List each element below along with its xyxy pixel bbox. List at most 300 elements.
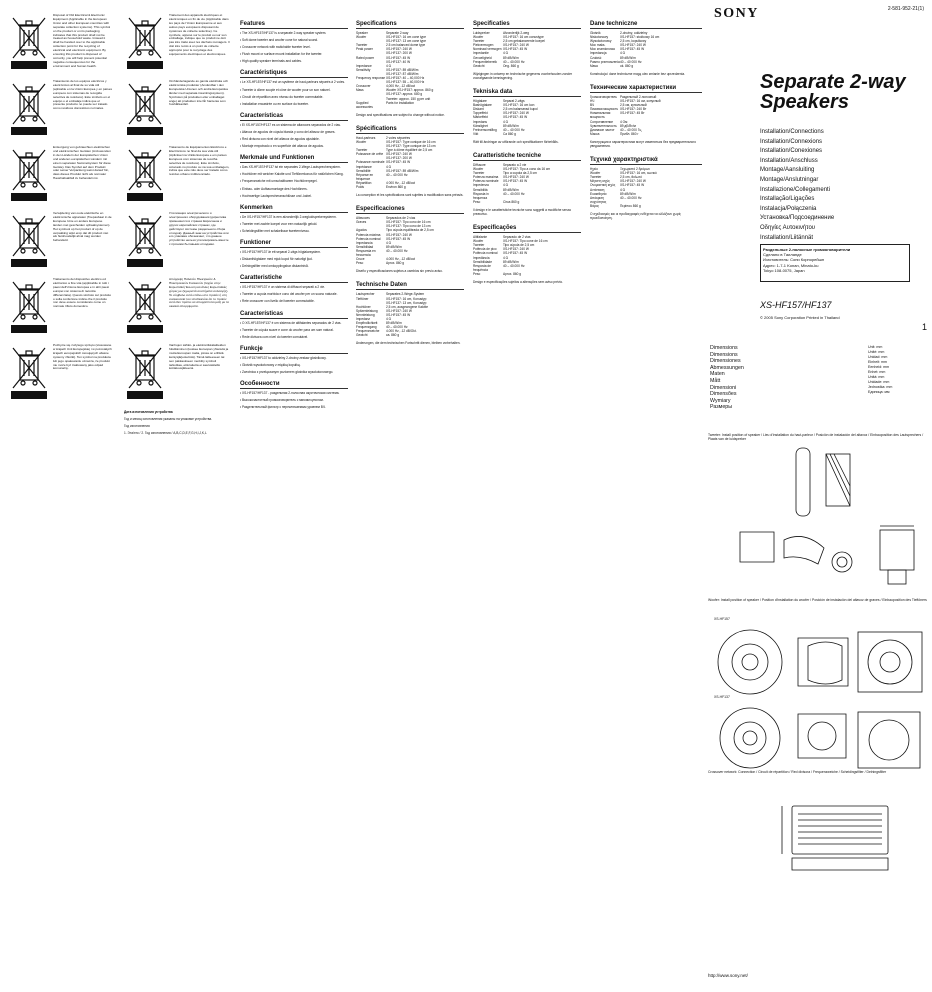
crossed-bin-icon: [124, 14, 166, 70]
spec-value: ok. 860 g: [620, 63, 634, 68]
features-heading: Особенности: [240, 380, 348, 389]
feature-item: • Tweeter à dôme souple et cône de woofer pour un son naturel.: [240, 88, 348, 92]
spec-value: XS-HF157: 240 W: [503, 43, 529, 48]
spec-key: Mass: [356, 88, 364, 93]
spec-key: Frequentiebereik: [473, 59, 497, 64]
crossed-bin-icon: [124, 278, 166, 334]
spec-value: 89 dB/W/m: [503, 187, 519, 192]
spec-value: Woofer XS-HF157: approx. 860 g: [386, 88, 434, 93]
spec-key: Puissance nominale: [356, 160, 385, 165]
weee-text: Entsorgung von gebrauchten elektrischen und elektronischen Geräten (Anzuwenden in den Ländern der Europäischen Union und anderen europäischen Ländern mit einem separaten Sammelsystem für diese Geräte). Das Symbol auf dem Produkt oder seiner Verpackung weist darauf hin, dass dieses Produkt nicht als normaler Haushaltsabfall zu behandeln ist.: [53, 145, 111, 181]
brand-logo: SONY: [714, 6, 759, 21]
spec-value: 89 дБ/Вт/м: [620, 123, 636, 128]
language-item: Installation/Liitännät: [760, 234, 814, 241]
dimension-unit-label: Unit: mm: [868, 345, 883, 349]
spec-value: 2,5 cm gebalanceerde koepel: [503, 39, 545, 44]
weee-notice: [124, 344, 230, 400]
spec-key: Peso: [356, 261, 364, 266]
language-item: Instalacja/Połączenia: [760, 205, 817, 212]
spec-value: Tipo a cupola da 2,5 cm: [503, 171, 537, 176]
features-heading: Características: [240, 310, 348, 319]
spec-key: Impedance: [356, 63, 372, 68]
features-section: [240, 204, 348, 233]
ru-note-codes: 1. Эта/это / 2. Год изготовления / А,В,C,D,E,F,G,H,I,J,K,L: [124, 431, 207, 436]
spec-value: XS-HF157: 45 Вт: [620, 111, 645, 116]
language-item: Οδηγίες Αυτοκινήτου: [760, 224, 816, 231]
spec-key: Cruce: [356, 257, 365, 262]
spec-key: Högtalare: [473, 99, 487, 104]
weee-notice: [124, 14, 230, 70]
feature-item: • Das XS-HF157/HF137 ist ein separates 2-Wege-Lautsprechersystem.: [240, 165, 348, 169]
spec-key: Nennleistung: [356, 312, 375, 317]
feature-item: • Diskanthögtalare med mjuk kupol för naturligt ljud.: [240, 257, 348, 261]
feature-item: • Crossover network with switchable tweeter level.: [240, 45, 348, 49]
spec-key: Supplied accessories: [356, 100, 373, 109]
specs-column-3: [590, 14, 702, 228]
spec-key: Tweeter: [473, 243, 485, 248]
spec-value: XS-HF157: 16 cm cone type: [386, 35, 427, 40]
spec-note: Rätt till ändringar av utförande och specifikationer förbehålls.: [473, 139, 559, 144]
crossed-bin-icon: [124, 80, 166, 136]
spec-key: Potencia máxima: [356, 232, 381, 237]
spec-note: Diseño y especificaciones sujetos a cambios sin previo aviso.: [356, 269, 443, 274]
spec-key: Känslighet: [473, 123, 488, 128]
language-item: Installation/Conexiones: [760, 148, 823, 155]
spec-key: Potencia nominal: [356, 236, 381, 241]
weee-notice: [124, 146, 230, 202]
spec-key: Märkeffekt: [473, 115, 488, 120]
specs-heading: Tekniska data: [473, 88, 581, 97]
language-item: Installação/Ligações: [760, 196, 815, 203]
crossed-bin-icon: [8, 344, 50, 400]
feature-item: • Rete crossover con livello del tweeter commutabile.: [240, 299, 348, 303]
spec-key: Resposta de frequência: [473, 263, 491, 272]
spec-value: 89 dB/W/m: [503, 55, 519, 60]
feature-item: • XS-HF157/HF137 to oddzielny 2-drożny zestaw głośnikowy.: [240, 356, 348, 360]
dimension-label: Dimensions: [710, 345, 738, 351]
spec-row: [356, 101, 464, 109]
spec-key: Impédance: [356, 164, 372, 169]
tweeter-surface-mount-diagram: [786, 442, 856, 522]
feature-item: • Rede divisora com nível do tweeter comutável.: [240, 335, 348, 339]
weee-notice: [124, 80, 230, 136]
feature-item: • De XS-HF157/HF137 is een afzonderlijk 2-wegluidsprekersysteem.: [240, 215, 348, 219]
spec-value: XS-HF157: 45 W: [386, 312, 411, 317]
spec-key: Tweeter: [356, 148, 368, 153]
dimension-unit-label: Единица: мм: [868, 390, 890, 394]
spec-key: Impedancia: [356, 240, 373, 245]
spec-value: 2,5 cm, ausgewogene Kalotte: [386, 304, 428, 309]
spec-key: Μέγιστη ισχύς: [590, 179, 610, 184]
spec-value: ca. 860 g: [386, 333, 400, 338]
spec-value: 4 Ω: [386, 316, 392, 321]
spec-value: Прибл. 860 г: [620, 131, 639, 136]
spec-key: Gewicht: [356, 333, 368, 338]
weee-notice: [124, 278, 230, 334]
spec-row: [356, 261, 464, 265]
features-column: [240, 14, 348, 412]
specs-heading: Технические характеристики: [590, 84, 702, 93]
document-title: [760, 72, 906, 112]
specs-heading: Technische Daten: [356, 281, 464, 290]
spec-value: Tipo cúpula de 2,5 cm: [503, 243, 535, 248]
spec-key: Woofer: [590, 171, 601, 176]
feature-item: • Flush mount or surface mount installation for the tweeter.: [240, 52, 348, 56]
spec-note: Design and specifications are subject to change without notice.: [356, 112, 445, 117]
weee-text: Disposal of Old Electrical & Electronic Equipment (Applicable in the European Union and other European countries with separate collection systems). This symbol on the product or on its packaging indicates that this product shall not be treated as household waste. Instead it shall be handed over to the applicable collection point for the recycling of electrical and electronic equipment. By ensuring this product is disposed of correctly, you will help prevent potential negative consequences for the environment and human health.: [53, 13, 111, 68]
language-item: Установка/Подсоединение: [760, 215, 835, 222]
specs-section: [590, 84, 702, 148]
feature-item: • Circuit de répartition avec niveau du tweeter commutable.: [240, 95, 348, 99]
spec-value: 2,5 см, купольный: [620, 103, 647, 108]
spec-key: Luidspreker: [473, 31, 490, 35]
feature-item: • Scheidingsfilter met schakelbaar tweeterniveau.: [240, 229, 348, 233]
feature-item: • Разделительный фильтр с переключаемым уровнем ВЧ.: [240, 405, 348, 409]
weee-text: Verwijdering van oude elektrische en elektronische apparaten (Toepasbaar in de Europese Unie en andere Europese landen met gescheiden ophaalsystemen). Het symbool op het product of op de verpakking wijst erop dat dit product niet als huishoudelijk afval mag worden behandeld.: [53, 211, 112, 243]
spec-value: Aprox. 860 g: [386, 261, 405, 266]
weee-notice: [8, 14, 112, 70]
weee-notice: [8, 80, 112, 136]
language-item: Installation/Connections: [760, 129, 824, 135]
features-section: [240, 20, 348, 63]
weee-column-2: [124, 14, 230, 438]
spec-key: Tweeter: [356, 43, 368, 48]
spec-value: Separado de 2 vias: [503, 235, 531, 240]
dimension-label: Abmessungen: [710, 364, 744, 371]
spec-value: XS-HF157: 45 W: [620, 47, 645, 52]
spec-value: 2,5 cm, θολωτό: [620, 175, 642, 180]
feature-item: • XS-HF157/HF137 - раздельная 2-полосная акустическая система.: [240, 391, 348, 395]
spec-value: 4 Ом: [620, 119, 628, 124]
features-section: [240, 239, 348, 268]
weee-column-1: [8, 14, 112, 410]
cover-panel: [708, 0, 932, 992]
spec-key: Impedanz: [356, 316, 370, 321]
specs-heading: Specifications: [356, 20, 464, 29]
spec-value: XS-HF157: 16 cm conustype: [503, 35, 544, 40]
language-item: Montage/Aansluiting: [760, 167, 815, 174]
spec-row: [356, 173, 464, 181]
network-caption: Crossover network: Connection / Circuit de répartition / Red divisora / Frequenzweiche / Scheidingsfilter / Delningsfilter: [708, 770, 887, 774]
spec-value: 2 voies séparées: [386, 135, 411, 140]
spec-value: XS-HF157: 16 cm, κωνικό: [620, 171, 657, 176]
spec-row: [590, 204, 702, 208]
features-heading: Funktioner: [240, 239, 348, 248]
spec-key: Piekvermogen: [473, 43, 494, 48]
spec-value: XS-HF137: 40 W: [386, 59, 411, 64]
spec-key: Empfindlichkeit: [356, 321, 378, 326]
spec-value: 40 – 40 000 Hz: [620, 59, 642, 64]
spec-key: Gevoeligheid: [473, 55, 492, 60]
copyright: © 2005 Sony Corporation Printed in Thailand: [760, 315, 840, 320]
language-item: Installation/Connexions: [760, 138, 823, 145]
spec-note: Wijzigingen in ontwerp en technische gegevens voorbehouden zonder voorafgaande kennisgeving.: [473, 71, 573, 80]
language-item: Montage/Anslutningar: [760, 176, 819, 183]
spec-key: Lautsprecher: [356, 292, 375, 297]
dimension-unit-label: Unité: mm: [868, 350, 885, 354]
sony-url: http://www.sony.net/: [708, 973, 748, 978]
spec-key: Диапазон частот: [590, 127, 615, 132]
spec-value: XS-HF157: 240 W: [503, 175, 529, 180]
spec-key: Woofer: [473, 35, 484, 40]
crossed-bin-icon: [8, 278, 50, 334]
model-number: XS-HF157/HF137: [760, 300, 832, 310]
spec-value: 40 – 40.000 Hz: [503, 59, 525, 64]
spec-key: Wysokotonowy: [590, 39, 612, 44]
weee-notice: [8, 146, 112, 202]
label-hf137: XS-HF137: [714, 695, 730, 699]
spec-key: Peso: [473, 199, 481, 204]
spec-key: Gewicht: [473, 63, 485, 68]
crossed-bin-icon: [8, 80, 50, 136]
spec-value: XS-HF157: 240 W: [386, 47, 412, 52]
spec-value: 4 Ω: [386, 164, 392, 169]
spec-key: Potenza massima: [473, 175, 499, 180]
spec-value: XS-HF157: 240 W: [386, 152, 412, 157]
dimension-label: Размеры: [710, 404, 733, 411]
spec-key: Tieftöner: [356, 296, 369, 301]
spec-value: 40 – 40 000 Гц: [620, 127, 642, 132]
spec-value: XS-HF137: 13 cm cone type: [386, 39, 427, 44]
spec-key: Nominaal vermogen: [473, 47, 502, 52]
spec-key: Frekvensomfång: [473, 127, 497, 132]
spec-key: Hochtöner: [356, 304, 371, 309]
language-item: Installation/Anschluss: [760, 157, 818, 164]
tweeter-caption: Tweeter: Install position of speaker / Lieu d'installation du haut-parleur / Posición de instalación del altavoz / Einbauposition des Lautsprechers / Plaats van de luidspreker: [708, 433, 924, 442]
weee-text: Trattamento del dispositivo elettrico od elettronico a fine vita (applicabile in tutti i paesi dell'Unione Europea e in altri paesi europei con sistema di raccolta differenziata). Questo simbolo sul prodotto o sulla confezione indica che il prodotto non deve essere considerato come un normale rifiuto domestico.: [53, 277, 112, 309]
specs-section: [473, 20, 581, 80]
spec-value: 4 Ω: [620, 187, 626, 192]
spec-value: 4 Ω: [503, 255, 509, 260]
spec-value: XS-HF137: 13 cm, Konustyp: [386, 300, 427, 305]
spec-value: XS-HF157: 240 W: [386, 232, 412, 237]
russian-import-box: [760, 244, 910, 282]
spec-value: XS-HF137: approx. 680 g: [386, 92, 423, 97]
spec-value: Circa 860 g: [503, 199, 520, 204]
dimensions-labels: [710, 345, 744, 411]
spec-row: [473, 192, 581, 200]
spec-key: Diskant: [473, 107, 484, 112]
spec-value: Separate 2-way: [386, 31, 409, 35]
spec-key: Pasmo przenoszenia: [590, 59, 620, 64]
specs-heading: Dane techniczne: [590, 20, 702, 29]
spec-value: 4 Ω: [503, 183, 509, 188]
spec-key: Απόκριση συχνότητας: [590, 195, 607, 204]
spec-value: XS-HF157: 45 W: [386, 55, 411, 60]
spec-row: [473, 64, 581, 68]
spec-row: [590, 196, 702, 204]
weee-notice: [8, 212, 112, 268]
document-number: 2-581-952-21(1): [887, 6, 924, 12]
ru-note-code-label: Год изготовления: [124, 424, 150, 429]
dimension-label: Dimensions: [710, 351, 738, 358]
spec-key: Woofer: [356, 35, 367, 40]
spec-value: 89 dB/W/m: [620, 191, 636, 196]
spec-value: Tweeter: approx. 150 g per unit: [386, 96, 431, 101]
spec-key: Czułość: [590, 55, 602, 60]
weee-notice: [8, 278, 112, 334]
spec-value: 40 – 40.000 Hz: [386, 325, 408, 330]
spec-key: Répartition: [356, 180, 372, 185]
spec-key: Speaker: [356, 31, 368, 35]
spec-key: Crossover: [356, 84, 371, 89]
spec-key: Woofer: [473, 239, 484, 244]
crossover-network-diagram: [778, 800, 898, 876]
specs-section: [473, 152, 581, 216]
crossed-bin-icon: [124, 212, 166, 268]
spec-value: 4 Ω: [386, 240, 392, 245]
spec-key: Sensibilità: [473, 187, 488, 192]
feature-item: • Высокочастотный громкоговоритель с мягким куполом.: [240, 398, 348, 402]
weee-text: Tratamiento de los equipos eléctricos y electrónicos al final de su vida útil (aplicable en la Unión Europea y en países europeos con sistemas de recogida selectiva de residuos). Este símbolo en el equipo o el embalaje indica que el presente producto no puede ser tratado como residuos domésticos normales.: [53, 79, 112, 111]
dimension-label: Dimensões: [710, 391, 737, 398]
feature-item: • Tweeter a cupola morbida e cono del woofer per un suono naturale.: [240, 292, 348, 296]
spec-key: Impedantie: [473, 51, 489, 56]
spec-value: XS-HF157: 16 cm, Konustyp: [386, 296, 427, 301]
spec-key: Poids: [356, 185, 364, 189]
features-section: [240, 69, 348, 105]
language-item: Installazione/Collegamenti: [760, 186, 831, 193]
spec-key: Diffusore: [473, 162, 486, 167]
dimension-unit-label: Unidad: mm: [868, 355, 888, 359]
spec-key: Αντίσταση: [590, 187, 605, 192]
weee-text: Omhändertagande av gamla elektriska och elektroniska produkter (Användbar i den Europeiska Unionen och andra Europeiska länder med separata insamlingssystem). Symbolen på produkten eller emballaget anger att produkten inte får hanteras som hushållsavfall.: [169, 79, 228, 107]
crossed-bin-icon: [8, 212, 50, 268]
specs-section: [356, 20, 464, 117]
spec-value: 4 Ω: [503, 51, 509, 56]
spec-note: Änderungen, die dem technischen Fortschritt dienen, bleiben vorbehalten.: [356, 341, 461, 346]
spec-key: Moc maks.: [590, 43, 606, 48]
crossed-bin-icon: [8, 14, 50, 70]
ru-box-line: Tokyo 108-0075, Japan: [763, 267, 805, 273]
spec-value: XS-HF137: 200 W: [386, 156, 412, 161]
feature-item: • Montaje empotrado o en superficie del altavoz de agudos.: [240, 144, 348, 148]
spec-key: Номинальная мощность: [590, 111, 611, 120]
ru-manufacture-note: [124, 410, 230, 435]
spec-value: XS-HF157: 240 W: [386, 308, 412, 313]
spec-key: Sensibilité: [356, 168, 371, 173]
dimension-label: Mått: [710, 377, 721, 384]
spec-value: XS-HF157: 240 Вт: [620, 107, 647, 112]
spec-value: Separados de 2 vías: [386, 216, 416, 221]
feature-item: • El XS-HF157/HF137 es un sistema de altavoces separados de 2 vías.: [240, 123, 348, 127]
spec-value: 4.000 Hz, -12 dB/oct: [386, 257, 416, 262]
spec-key: Vikt: [473, 131, 479, 136]
specs-section: [473, 224, 581, 284]
spec-value: Environ 860 g: [386, 185, 406, 189]
spec-key: Respuesta en frecuencia: [356, 248, 376, 258]
spec-key: Bashögtalare: [473, 103, 492, 108]
spec-key: Βάρος: [590, 203, 600, 208]
features-section: [240, 380, 348, 409]
spec-key: Пиковая мощность: [590, 107, 619, 112]
spec-value: XS-HF157: 16 см, конусный: [620, 99, 661, 104]
specs-section: [356, 205, 464, 273]
specs-section: [356, 125, 464, 197]
spec-key: Ονομαστική ισχύς: [590, 183, 616, 188]
crossed-bin-icon: [8, 146, 50, 202]
weee-text: Pozbycie się zużytego sprzętu (stosowane w krajach Unii Europejskiej i w pozostałych krajach europejskich stosujących własne systemy zbiórki). Ten symbol na produkcie lub jego opakowaniu oznacza, że produkt nie może być traktowany jako odpad komunalny.: [53, 343, 112, 371]
spec-key: Niskotonowy: [590, 35, 609, 40]
spec-key: Głośnik: [590, 31, 601, 35]
spec-note: La conception et les spécifications sont sujettes à modification sans préavis.: [356, 193, 464, 198]
specs-heading: Spécifications: [356, 125, 464, 134]
spec-key: Spitzenleistung: [356, 308, 378, 313]
spec-value: 4 Ω: [620, 51, 626, 56]
spec-row: [590, 132, 702, 136]
feature-item: • Installation encastrée ou en surface du tweeter.: [240, 102, 348, 106]
spec-note: Konstrukcja i dane techniczne mogą ulec zmianie bez uprzedzenia.: [590, 71, 685, 76]
spec-key: Frequency response: [356, 76, 386, 81]
ru-box-line: Сделано в Таиланде: [763, 252, 802, 258]
spec-key: Громкоговоритель: [590, 94, 617, 99]
spec-key: Impedancja: [590, 51, 607, 56]
crossed-bin-icon: [124, 146, 166, 202]
spec-key: Potência nominal: [473, 251, 498, 256]
weee-notice: [124, 212, 230, 268]
spec-key: Sensibilidade: [473, 259, 492, 264]
spec-key: Altifalante: [473, 235, 487, 240]
spec-key: Puissance de crête: [356, 152, 384, 157]
spec-value: XS-HF157: Tipo a cono da 16 cm: [503, 167, 551, 172]
spec-key: Impedans: [473, 119, 487, 124]
feature-item: • Einbau- oder Aufbaumontage des Hochtöners.: [240, 187, 348, 191]
spec-key: Tweeter: [473, 171, 485, 176]
spec-row: [356, 249, 464, 257]
spec-value: Aprox. 860 g: [503, 271, 522, 276]
ru-box-line: Раздельные 2-полосные громкоговорители: [763, 247, 851, 252]
feature-item: • Hochwertige Lautsprecheranschlüsse und -kabel.: [240, 194, 348, 198]
specs-section: [356, 281, 464, 345]
spec-row: [473, 200, 581, 204]
spec-value: XS-HF157: 16 cm kon: [503, 103, 535, 108]
features-section: [240, 274, 348, 303]
specs-heading: Especificações: [473, 224, 581, 233]
features-section: [240, 112, 348, 148]
spec-value: XS-HF137: 55 – 40,000 Hz: [386, 80, 425, 85]
spec-value: 2,5 cm balanserad kupol: [503, 107, 538, 112]
spec-key: Toppeffekt: [473, 111, 488, 116]
feature-item: • Zwrotnica z przełączanym poziomem głośnika wysokotonowego.: [240, 370, 348, 374]
spec-value: 2.5 cm balanced dome type: [386, 43, 426, 48]
spec-value: XS-HF157: 45 W: [503, 115, 528, 120]
spec-value: Afzonderlijk 2-weg: [503, 31, 530, 35]
ru-note-text: Год и месяц изготовления указаны на упаковке устройства.: [124, 417, 213, 422]
spec-value: XS-HF157: 45 W: [503, 251, 528, 256]
spec-row: [473, 132, 581, 136]
spec-row: [590, 111, 702, 119]
spec-value: 2-drożny, oddzielny: [620, 31, 648, 35]
spec-row: [356, 333, 464, 337]
spec-row: [473, 272, 581, 276]
features-section: [240, 345, 348, 374]
spec-key: Peso: [473, 271, 481, 276]
spec-value: Separat 2-vägs: [503, 99, 525, 104]
spec-value: Tipo cúpula equilibrada de 2,5 cm: [386, 228, 434, 233]
spec-value: XS-HF157: 89 dB/W/m: [386, 67, 419, 72]
feature-item: • Soft dome tweeter and woofer cone for natural sound.: [240, 38, 348, 42]
dimension-label: Maten: [710, 371, 725, 378]
spec-key: Сопротивление: [590, 119, 614, 124]
feature-item: • XS-HF157/HF137 är ett separat 2-vägs högtalarsystem.: [240, 250, 348, 254]
spec-value: XS-HF157: Tipo cono de 16 cm: [386, 220, 431, 225]
spec-key: Agudos: [356, 228, 367, 233]
spec-value: XS-HF157: 45 W: [620, 183, 645, 188]
spec-key: Risposta in frequenza: [473, 191, 489, 200]
spec-value: Parts for installation: [386, 100, 414, 105]
spec-value: XS-HF137: 87 dB/W/m: [386, 71, 419, 76]
spec-key: Peak power: [356, 47, 373, 52]
